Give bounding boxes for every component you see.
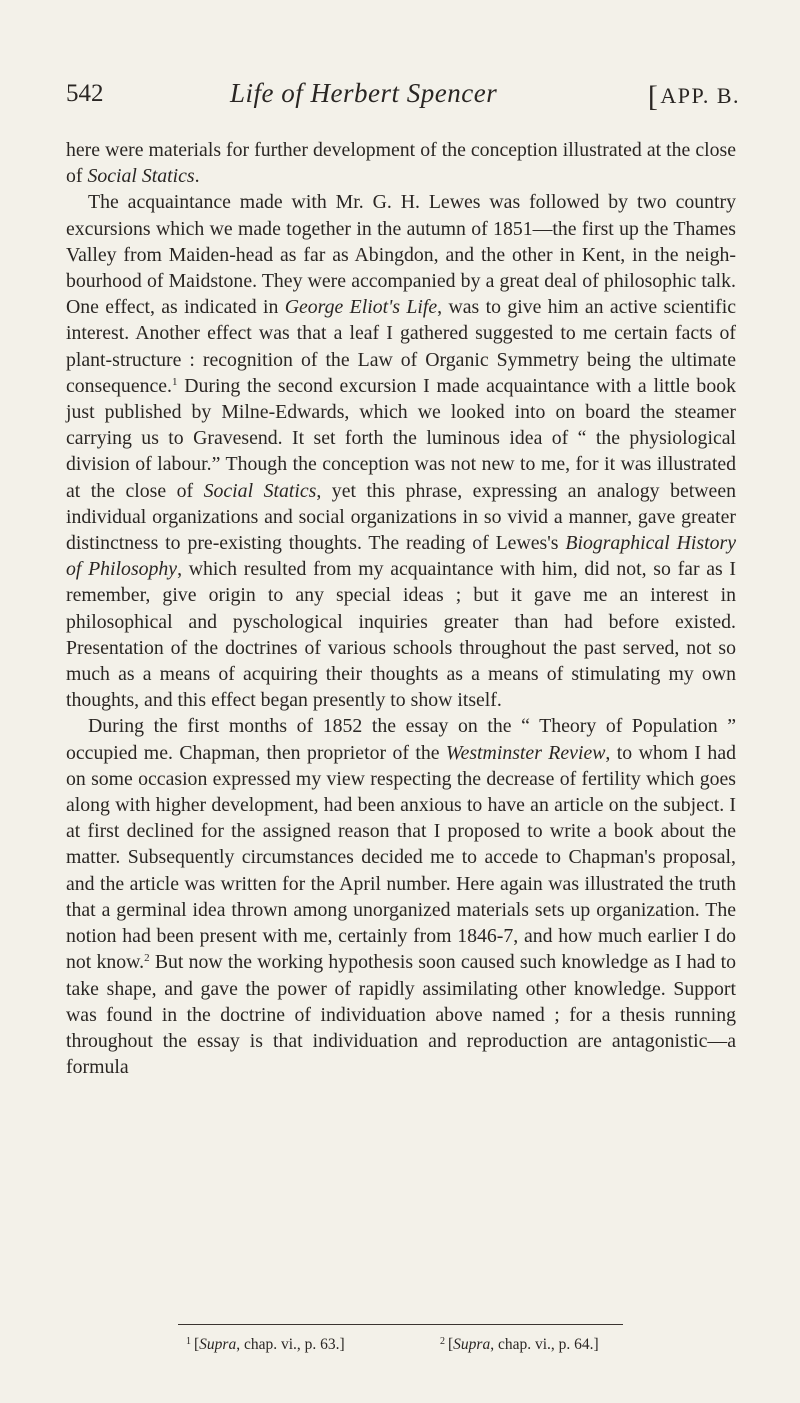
text-run: , which resulted from my acquaintance with him, did not, so far as I remember, give origin to any special ideas ; but it gave me an interest in philosophical and pyschological inquiries greater than had before existed. Presentation of the doctrines of various schools throughout the past served, not so much as a means of acquiring their thoughts as a means of stimulating my own thoughts, and this effect began presently to show itself.	[66, 558, 736, 712]
footnote-source: Supra	[453, 1336, 491, 1353]
italic-title: Social Statics	[203, 479, 317, 502]
appendix-text: APP. B.	[660, 83, 740, 108]
italic-title: Social Statics	[87, 165, 195, 188]
text-run: , yet this phrase, expressing an analogy between individual organizations and social organizations in so vivid a manner, gave greater distinctness to pre-existing thoughts. The reading of Lewes's	[66, 479, 736, 555]
footnote-2	[440, 1336, 599, 1354]
footnote-ref-1: 1	[172, 375, 178, 388]
footnote-mark: 2	[440, 1336, 445, 1347]
page-number: 542	[66, 80, 104, 107]
footnote-mark: 1	[186, 1336, 191, 1347]
footnote-bracket: [	[448, 1336, 454, 1353]
appendix-label	[648, 80, 740, 114]
text-run: .	[194, 165, 200, 188]
text-run: During the second excursion I made acquaintance with a little book just published by Milne-Edwards, which we looked into on board the steamer carrying us to Gravesend. It set forth the luminous idea of “ the physiological division of labour.” Though the conception was not new to me, for it was illustrated at the close of	[66, 374, 736, 502]
running-title: Life of Herbert Spencer	[230, 78, 498, 108]
footnote-ref-text: , chap. vi., p. 64.]	[490, 1336, 599, 1353]
text-run: During the first months of 1852 the essay on the “ Theory of Population ” occupied me. Chapman, then proprietor of the	[66, 715, 736, 764]
italic-title: Biographical History of Philosophy	[66, 532, 736, 581]
footnote-source: Supra	[199, 1336, 237, 1353]
footnote-1	[186, 1336, 345, 1354]
text-run: , to whom I had on some occasion expressed my view respecting the decrease of fertility which goes along with higher development, had been anxious to have an article on the subject. I at first declined for the assigned reason that I proposed to write a book about the matter. Subsequently circumstances decided me to accede to Chapman's proposal, and the article was written for the April number. Here again was illustrated the truth that a germinal idea thrown among unorganized materials sets up organization. The notion had been present with me, certainly from 1846-7, and how much earlier I do not know.	[66, 741, 736, 974]
text-run: The acquaintance made with Mr. G. H. Lewes was followed by two country excursions which we made together in the autumn of 1851—the first up the Thames Valley from Maiden-head as far as Abingdon, and the other in Kent, in the neigh-bourhood of Maidstone. They were accompanied by a great deal of philosophic talk. One effect, as indicated in	[66, 191, 736, 319]
footnote-ref-text: , chap. vi., p. 63.]	[236, 1336, 345, 1353]
footnote-rule	[178, 1324, 623, 1325]
footnote-ref-2: 2	[144, 952, 150, 965]
open-bracket: [	[647, 80, 660, 113]
text-run: , was to give him an active scientific interest. Another effect was that a leaf I gathered suggested to me certain facts of plant-structure : recognition of the Law of Organic Symmetry being the ultimate consequence.	[66, 296, 736, 397]
italic-title: Westminster Review	[445, 741, 606, 764]
body-text	[66, 137, 736, 1080]
text-run: here were materials for further development of the conception illustrated at the close of	[66, 139, 736, 188]
paragraph-1	[66, 137, 736, 189]
paragraph-2	[66, 189, 736, 713]
italic-title: George Eliot's Life	[284, 296, 438, 319]
text-run: But now the working hypothesis soon caused such knowledge as I had to take shape, and gave the power of rapidly assimilating other knowledge. Support was found in the doctrine of individuation above named ; for a thesis running throughout the essay is that individuation and reproduction are antagonistic—a formula	[66, 951, 736, 1079]
running-header	[66, 78, 740, 118]
paragraph-3	[66, 713, 736, 1080]
footnote-bracket: [	[194, 1336, 200, 1353]
